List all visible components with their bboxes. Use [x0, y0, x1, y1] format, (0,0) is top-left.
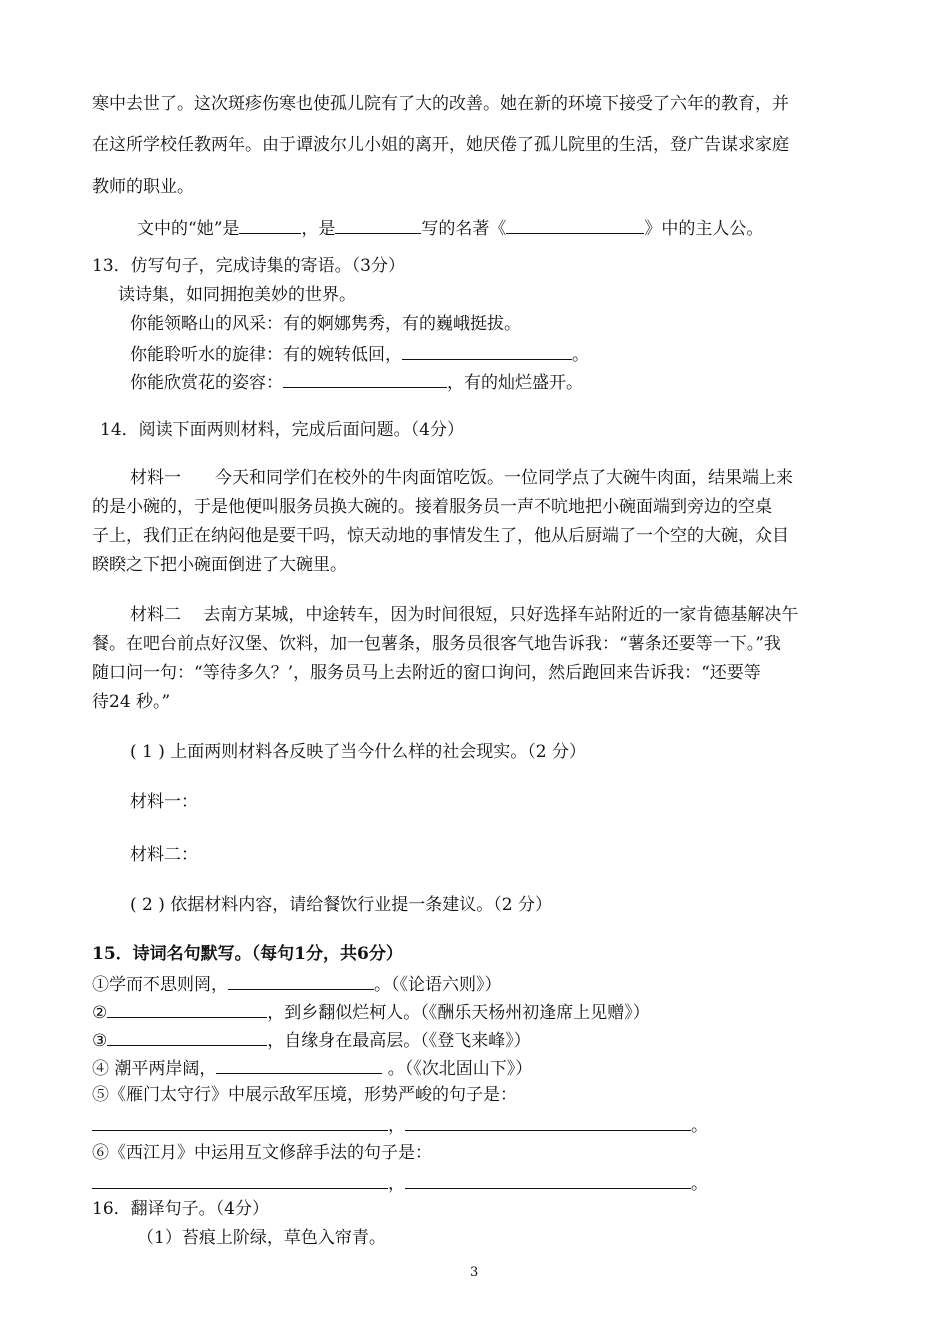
- poem-answer-line: [92, 1170, 708, 1195]
- question-title: 14．阅读下面两则材料，完成后面问题。（4分）: [100, 420, 464, 440]
- poem-text: ②: [92, 1003, 108, 1023]
- sub-question: ( 2 ) 依据材料内容，请给餐饮行业提一条建议。（2 分）: [130, 895, 553, 915]
- q12-mid1: ，是: [301, 219, 336, 239]
- answer-blank[interactable]: [216, 1055, 382, 1074]
- poem-line: [92, 971, 502, 996]
- q13-lead: 读诗集，如同拥抱美妙的世界。: [118, 285, 356, 305]
- poem-text: ③: [92, 1031, 108, 1051]
- answer-blank[interactable]: [405, 1112, 691, 1131]
- answer-label: 材料一：: [130, 792, 198, 812]
- q12-line: [137, 215, 763, 240]
- q13-line1: 你能领略山的风采：有的婀娜隽秀，有的巍峨挺拔。: [130, 314, 521, 334]
- answer-blank[interactable]: [335, 215, 421, 234]
- comma: ，: [388, 1174, 405, 1194]
- q13-line2: [130, 341, 589, 366]
- poem-source: ，到乡翻似烂柯人。（《酬乐天杨州初逢席上见赠》）: [267, 1003, 650, 1023]
- material-line: 随口问一句：“等待多久？’，服务员马上去附近的窗口询问，然后跑回来告诉我：“还要等: [92, 663, 761, 683]
- poem-text: ①学而不思则罔，: [92, 975, 228, 995]
- poem-text: ④ 潮平两岸阔，: [92, 1059, 217, 1079]
- answer-blank[interactable]: [107, 999, 267, 1018]
- q13-line3-end: ，有的灿烂盛开。: [447, 373, 583, 393]
- material-line: 的是小碗的，于是他便叫服务员换大碗的。接着服务员一声不吭地把小碗面端到旁边的空桌: [92, 497, 772, 517]
- poem-line: ⑥《西江月》中运用互文修辞手法的句子是：: [92, 1143, 432, 1163]
- poem-answer-line: [92, 1112, 708, 1137]
- answer-blank[interactable]: [405, 1170, 691, 1189]
- q12-prefix: 文中的“她”是: [137, 219, 240, 239]
- sub-question: ( 1 ) 上面两则材料各反映了当今什么样的社会现实。（2 分）: [130, 742, 587, 762]
- answer-blank[interactable]: [228, 971, 374, 990]
- answer-blank[interactable]: [92, 1112, 388, 1131]
- material-line: 子上，我们正在纳闷他是要干吗，惊天动地的事情发生了，他从后厨端了一个空的大碗，众目: [92, 526, 789, 546]
- period: 。: [691, 1116, 708, 1136]
- material-line: 餐。在吧台前点好汉堡、饮料，加一包薯条，服务员很客气地告诉我：“薯条还要等一下。”我: [92, 634, 781, 654]
- material-line: 睽睽之下把小碗面倒进了大碗里。: [92, 555, 347, 575]
- answer-blank[interactable]: [92, 1170, 388, 1189]
- paragraph-line: 在这所学校任教两年。由于谭波尔儿小姐的离开，她厌倦了孤儿院里的生活，登广告谋求家庭: [92, 135, 789, 155]
- poem-source: ，自缘身在最高层。（《登飞来峰》）: [267, 1031, 531, 1051]
- question-title: 13．仿写句子，完成诗集的寄语。（3分）: [92, 256, 405, 276]
- answer-label: 材料二：: [130, 845, 198, 865]
- answer-blank[interactable]: [402, 341, 572, 360]
- paragraph-line: 寒中去世了。这次斑疹伤寒也使孤儿院有了大的改善。她在新的环境下接受了六年的教育，并: [92, 94, 789, 114]
- translate-sentence: （1）苔痕上阶绿，草色入帘青。: [137, 1228, 386, 1248]
- answer-blank[interactable]: [239, 215, 301, 234]
- poem-source: 。（《次北固山下》）: [382, 1059, 533, 1079]
- q13-line3-text: 你能欣赏花的姿容：: [130, 373, 283, 393]
- poem-line: ⑤《雁门太守行》中展示敌军压境，形势严峻的句子是：: [92, 1085, 517, 1105]
- answer-blank[interactable]: [283, 369, 447, 388]
- comma: ，: [388, 1116, 405, 1136]
- q13-line3: [130, 369, 583, 394]
- answer-blank[interactable]: [506, 215, 644, 234]
- material-line: 待24 秒。”: [92, 692, 171, 712]
- period: 。: [691, 1174, 708, 1194]
- material-line: 材料二 去南方某城，中途转车，因为时间很短，只好选择车站附近的一家肯德基解决午: [130, 605, 799, 625]
- q12-mid2: 写的名著《: [421, 219, 507, 239]
- q13-line2-text: 你能聆听水的旋律：有的婉转低回，: [130, 345, 402, 365]
- poem-line: [92, 999, 650, 1024]
- question-title: 16．翻译句子。（4分）: [92, 1199, 269, 1219]
- poem-line: [92, 1055, 532, 1080]
- answer-blank[interactable]: [107, 1027, 267, 1046]
- poem-source: 。（《论语六则》）: [374, 975, 502, 995]
- page-number: 3: [470, 1265, 479, 1280]
- q13-line2-end: 。: [572, 345, 589, 365]
- q12-end: 》中的主人公。: [644, 219, 764, 239]
- paragraph-line: 教师的职业。: [92, 177, 194, 197]
- material-line: 材料一 今天和同学们在校外的牛肉面馆吃饭。一位同学点了大碗牛肉面，结果端上来: [130, 468, 793, 488]
- question-title: 15．诗词名句默写。（每句1分，共6分）: [92, 944, 403, 964]
- poem-line: [92, 1027, 531, 1052]
